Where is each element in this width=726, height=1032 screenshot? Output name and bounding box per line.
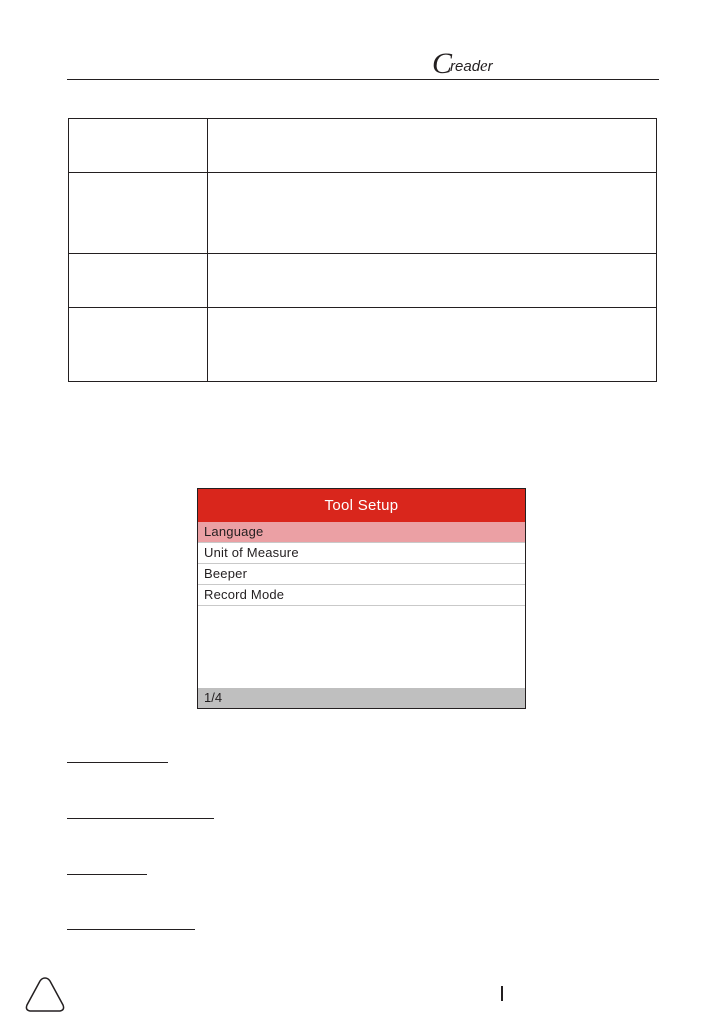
section-heading-underline xyxy=(67,762,168,763)
menu-item-beeper[interactable]: Beeper xyxy=(198,564,525,585)
table-cell-description xyxy=(208,254,657,308)
section-heading-underline xyxy=(67,929,195,930)
table-cell-description xyxy=(208,308,657,382)
creader-logo xyxy=(432,47,493,80)
table-cell-description xyxy=(208,173,657,254)
menu-item-unit-of-measure[interactable]: Unit of Measure xyxy=(198,543,525,564)
screen-title: Tool Setup xyxy=(198,489,525,522)
table-row xyxy=(69,119,657,173)
spec-table xyxy=(68,118,657,382)
table-cell-term xyxy=(69,173,208,254)
table-row xyxy=(69,308,657,382)
page-indicator: 1/4 xyxy=(198,688,525,708)
triangle-tab-icon xyxy=(24,976,66,1014)
section-heading-underline xyxy=(67,874,147,875)
table-cell-term xyxy=(69,308,208,382)
logo-text: reader xyxy=(450,56,493,75)
header-rule xyxy=(67,79,659,80)
device-screen xyxy=(197,488,526,709)
menu-item-record-mode[interactable]: Record Mode xyxy=(198,585,525,606)
menu-item-language[interactable]: Language xyxy=(198,522,525,543)
logo-ornament: e xyxy=(480,56,488,75)
page-number-divider xyxy=(501,986,503,1001)
table-row xyxy=(69,173,657,254)
table-cell-description xyxy=(208,119,657,173)
table-row xyxy=(69,254,657,308)
table-cell-term xyxy=(69,254,208,308)
table-cell-term xyxy=(69,119,208,173)
section-heading-underline xyxy=(67,818,214,819)
logo-initial: C xyxy=(432,47,453,80)
